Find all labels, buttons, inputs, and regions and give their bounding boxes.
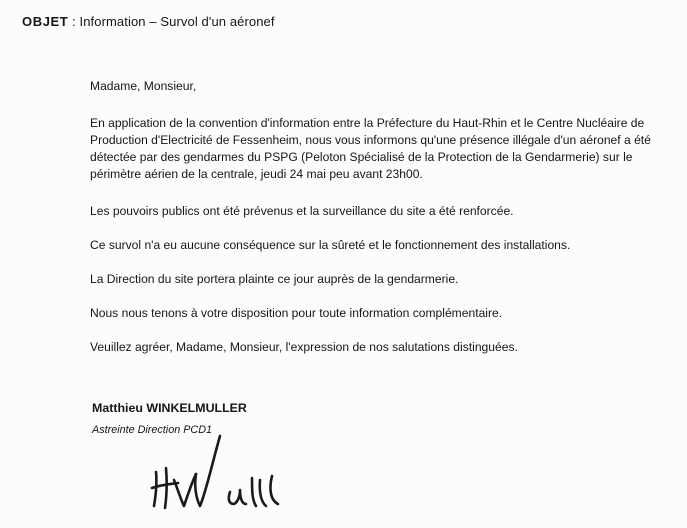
subject-label: OBJET	[22, 14, 69, 29]
subject-separator: :	[68, 14, 80, 29]
subject-text: Information – Survol d'un aéronef	[79, 14, 275, 29]
letter-paragraph-5: Nous nous tenons à votre disposition pour toute information complémentaire.	[90, 306, 503, 320]
letter-paragraph-4: La Direction du site portera plainte ce jour auprès de la gendarmerie.	[90, 272, 459, 286]
salutation: Madame, Monsieur,	[90, 79, 197, 93]
letter-paragraph-2: Les pouvoirs publics ont été prévenus et la surveillance du site a été renforcée.	[90, 204, 514, 218]
handwritten-signature	[148, 430, 288, 510]
signatory-name: Matthieu WINKELMULLER	[92, 401, 247, 415]
subject-line	[22, 14, 275, 29]
signatory-role: Astreinte Direction PCD1	[92, 424, 213, 436]
letter-paragraph-1: En application de la convention d'information entre la Préfecture du Haut-Rhin et le Centre Nucléaire de Production d'Electricité de Fessenheim, nous vous informons qu'une présence illégale d'un aéronef a été détectée par des gendarmes du PSPG (Peloton Spécialisé de la Protection de la Gendarmerie) sur le périmètre aérien de la centrale, jeudi 24 mai peu avant 23h00.	[90, 116, 651, 181]
letter-body	[90, 78, 662, 373]
letter-paragraph-6: Veuillez agréer, Madame, Monsieur, l'expression de nos salutations distinguées.	[90, 340, 518, 354]
letter-paragraph-3: Ce survol n'a eu aucune conséquence sur la sûreté et le fonctionnement des installations.	[90, 238, 571, 252]
